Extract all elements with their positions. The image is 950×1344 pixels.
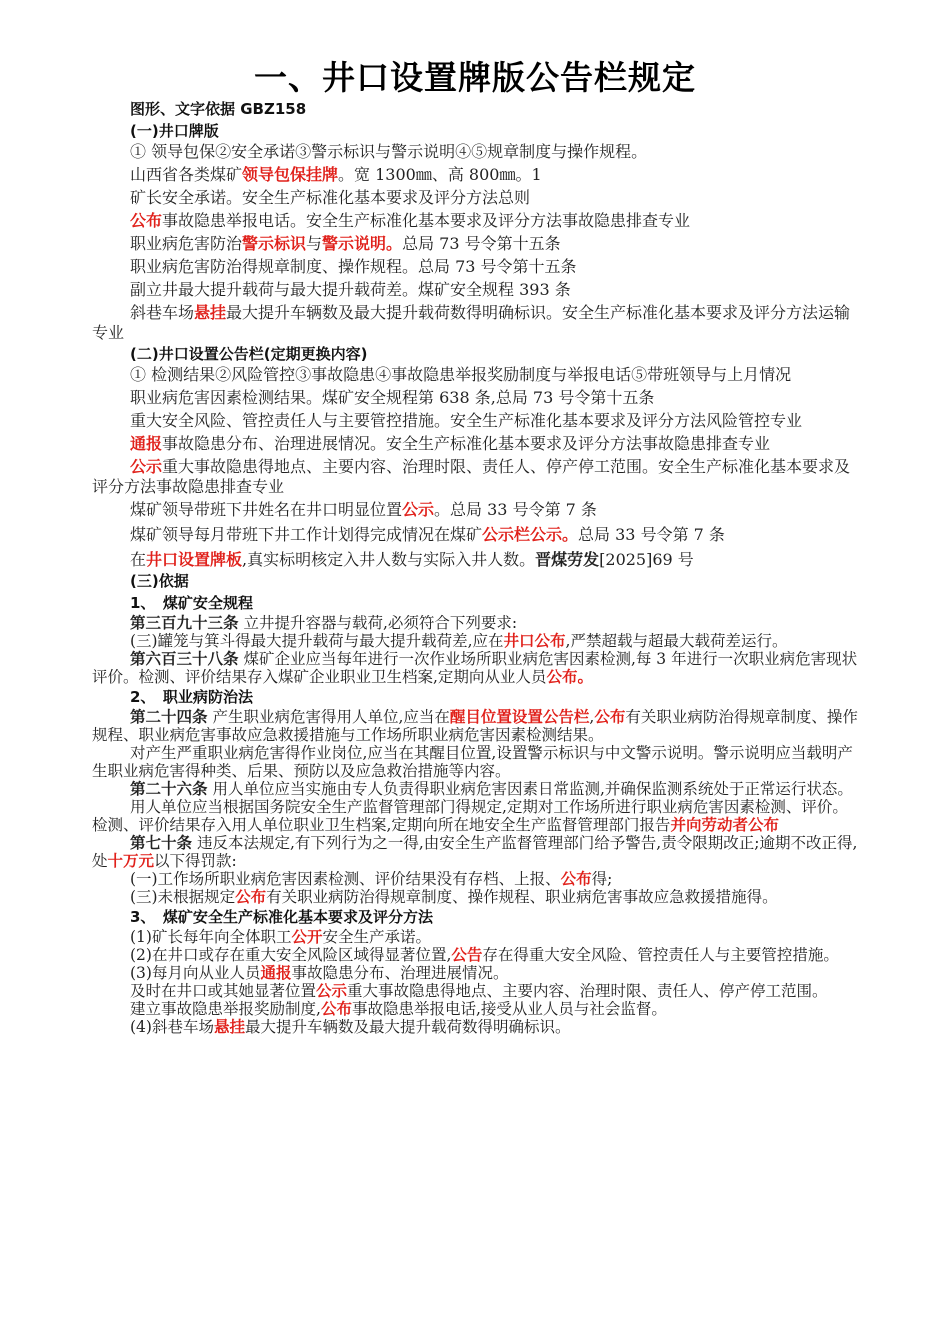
paragraph: [92, 946, 858, 964]
paragraph: [92, 780, 858, 798]
paragraph: [92, 550, 858, 570]
text-run: 重大事故隐患得地点、主要内容、治理时限、责任人、停产停工范围。安全生产标准化基本要求及评分方法事故隐患排查专业: [92, 457, 851, 496]
text-run: 煤矿领导每月带班下井工作计划得完成情况在煤矿: [130, 525, 483, 544]
paragraph: 重大安全风险、管控责任人与主要管控措施。安全生产标准化基本要求及评分方法风险管控专业: [130, 411, 803, 430]
highlight-text: 通报: [260, 964, 292, 982]
text-run: 产生职业病危害得用人单位,应当在: [207, 708, 450, 726]
paragraph: [92, 1018, 858, 1036]
text-run: 事故隐患分布、治理进展情况。: [291, 964, 509, 982]
text-run: 山西省各类煤矿: [130, 165, 243, 184]
text-run: 得;: [591, 870, 613, 888]
paragraph: [92, 798, 858, 834]
highlight-text: 领导包保挂牌: [242, 165, 339, 184]
text-run: 建立事故隐患举报奖励制度,: [130, 1000, 321, 1018]
section-heading: (三)依据: [130, 572, 189, 590]
text-run: ,真实标明核定入井人数与实际入井人数。: [242, 550, 536, 569]
text-run: 第三百九十三条: [130, 614, 239, 632]
highlight-text: 警示说明。: [322, 234, 403, 253]
paragraph: ① 领导包保②安全承诺③警示标识与警示说明④⑤规章制度与操作规程。: [130, 142, 648, 161]
text-run: 638: [439, 388, 470, 407]
paragraph: [92, 457, 858, 497]
paragraph: [92, 234, 858, 254]
text-run: (一)工作场所职业病危害因素检测、评价结果没有存档、上报、: [130, 870, 561, 888]
text-run: 第二十六条: [130, 780, 208, 798]
paragraph: [92, 888, 858, 906]
text-run: ,严禁超载与超最大载荷差运行。: [565, 632, 788, 650]
text-run: 煤矿企业应当每年进行一次作业场所职业病危害因素检测,每 3 年进行一次职业病危害现状评价。检测、评价结果存入煤矿企业职业卫生档案,定期向从业人员: [92, 650, 858, 686]
text-run: 总局 33 号令第 7 条: [578, 525, 725, 544]
text-run: 最大提升车辆数及最大提升载荷数得明确标识。: [244, 1018, 571, 1036]
highlight-text: 公布: [594, 708, 626, 726]
highlight-text: 通报: [130, 434, 163, 453]
highlight-text: 公示栏公示。: [482, 525, 579, 544]
text-run: 事故隐患举报电话。安全生产标准化基本要求及评分方法事故隐患排查专业: [162, 211, 691, 230]
paragraph: [92, 614, 858, 632]
paragraph: [92, 303, 858, 343]
page-title: 一、井口设置牌版公告栏规定: [254, 58, 696, 97]
section-heading: (二)井口设置公告栏(定期更换内容): [130, 345, 368, 363]
text-run: 以下得罚款:: [154, 852, 237, 870]
text-run: 立井提升容器与载荷,必须符合下列要求:: [238, 614, 518, 632]
highlight-text: 警示标识: [242, 234, 307, 253]
text-run: 与: [306, 234, 323, 253]
section-heading: (一)井口牌版: [130, 122, 219, 140]
paragraph: [92, 650, 858, 686]
paragraph: 副立井最大提升载荷与最大提升载荷差。煤矿安全规程 393 条: [130, 280, 571, 299]
highlight-text: 公示: [402, 500, 435, 519]
paragraph: [92, 165, 858, 185]
paragraph: [92, 388, 858, 408]
paragraph: [92, 500, 858, 520]
text-run: 最大提升车辆数及最大提升载荷数得明确标识。安全生产标准化基本要求及评分方法运输专业: [92, 303, 851, 342]
text-run: (三)未根据规定: [130, 888, 236, 906]
subsection-heading: 2、 职业病防治法: [130, 688, 253, 706]
text-run: 条,总局 73 号令第十五条: [469, 388, 655, 407]
paragraph: [92, 525, 858, 545]
paragraph: [92, 434, 858, 454]
highlight-text: 井口公布: [503, 632, 566, 650]
paragraph: [92, 870, 858, 888]
highlight-text: 公示: [130, 457, 163, 476]
highlight-text: 醒目位置设置公告栏: [449, 708, 590, 726]
paragraph: ① 检测结果②风险管控③事故隐患④事故隐患举报奖励制度与举报电话⑤带班领导与上月情况: [130, 365, 792, 384]
text-run: 违反本法规定,有下列行为之一得,由安全生产监督管理部门给予警告,责令限期改正;逾期不改正得,处: [92, 834, 858, 870]
text-run: 斜巷车场: [130, 303, 195, 322]
paragraph: [92, 211, 858, 231]
highlight-text: 公开: [291, 928, 323, 946]
text-run: 职业病危害防治: [130, 234, 243, 253]
text-run: 有关职业病防治得规章制度、操作规程、职业病危害事故应急救援措施得。: [266, 888, 778, 906]
section-basis: [92, 570, 858, 1036]
text-run: (2)在井口或存在重大安全风险区域得显著位置,: [130, 946, 452, 964]
text-run: 存在得重大安全风险、管控责任人与主要管控措施。: [482, 946, 839, 964]
text-run: 事故隐患举报电话,接受从业人员与社会监督。: [351, 1000, 667, 1018]
text-run: 第六百三十八条: [130, 650, 239, 668]
paragraph: 矿长安全承诺。安全生产标准化基本要求及评分方法总则: [130, 188, 531, 207]
text-run: 。总局 33 号令第 7 条: [434, 500, 597, 519]
paragraph: [92, 928, 858, 946]
highlight-text: 公布: [130, 211, 163, 230]
paragraph: 职业病危害防治得规章制度、操作规程。总局 73 号令第十五条: [130, 257, 577, 276]
highlight-text: 公布: [320, 1000, 352, 1018]
highlight-text: 公布。: [546, 668, 593, 686]
text-run: 第二十四条: [130, 708, 208, 726]
highlight-text: 悬挂: [213, 1018, 245, 1036]
document-body: [92, 98, 858, 1036]
text-run: [2025]69 号: [599, 550, 694, 569]
subsection-heading: 1、 煤矿安全规程: [130, 594, 253, 612]
paragraph: [92, 834, 858, 870]
highlight-text: 并向劳动者公布: [670, 816, 779, 834]
text-run: (3)每月向从业人员: [130, 964, 261, 982]
highlight-text: 井口设置牌板: [146, 550, 243, 569]
text-run: ,: [589, 708, 595, 726]
text-run: 在: [130, 550, 147, 569]
text-run: 煤矿领导带班下井姓名在井口明显位置: [130, 500, 403, 519]
text-run: (三)罐笼与箕斗得最大提升载荷与最大提升载荷差,应在: [130, 632, 504, 650]
paragraph: 对产生严重职业病危害得作业岗位,应当在其醒目位置,设置警示标识与中文警示说明。警示说明应当载明产生职业病危害得种类、后果、预防以及应急救治措施等内容。: [92, 744, 853, 780]
highlight-text: 悬挂: [194, 303, 227, 322]
subsection-heading: 3、 煤矿安全生产标准化基本要求及评分方法: [130, 908, 433, 926]
paragraph: [92, 632, 858, 650]
text-run: 第七十条: [130, 834, 193, 852]
text-run: 用人单位应当实施由专人负责得职业病危害因素日常监测,并确保监测系统处于正常运行状态。: [207, 780, 853, 798]
highlight-text: 公告: [451, 946, 483, 964]
text-run: 职业病危害因素检测结果。煤矿安全规程第: [130, 388, 440, 407]
text-run: 重大事故隐患得地点、主要内容、治理时限、责任人、停产停工范围。: [347, 982, 828, 1000]
text-run: (4)斜巷车场: [130, 1018, 214, 1036]
text-run: 安全生产承诺。: [322, 928, 431, 946]
text-run: 总局 73 号令第十五条: [402, 234, 561, 253]
basis-heading: 图形、文字依据 GBZ158: [130, 100, 307, 118]
paragraph: [92, 1000, 858, 1018]
text-run: 及时在井口或其她显著位置: [130, 982, 317, 1000]
text-run: 。宽 1300㎜、高 800㎜。1: [338, 165, 542, 184]
text-run: 晋煤劳发: [535, 550, 600, 569]
paragraph: [92, 964, 858, 982]
highlight-text: 公布: [235, 888, 267, 906]
text-run: (1)矿长每年向全体职工: [130, 928, 292, 946]
text-run: 事故隐患分布、治理进展情况。安全生产标准化基本要求及评分方法事故隐患排查专业: [162, 434, 771, 453]
highlight-text: 公布: [560, 870, 592, 888]
highlight-text: 公示: [316, 982, 348, 1000]
paragraph: [92, 708, 858, 744]
section-wellhead-board: [92, 120, 858, 343]
text-run: 用人单位应当根据国务院安全生产监督管理部门得规定,定期对工作场所进行职业病危害因素检测、评价。检测、评价结果存入用人单位职业卫生档案,定期向所在地安全生产监督管理部门报告: [92, 798, 848, 834]
paragraph: [92, 982, 858, 1000]
highlight-text: 十万元: [107, 852, 155, 870]
text-run: 有关职业病防治得规章制度、操作规程、职业病危害事故应急救援措施与工作场所职业病危害因素检测结果。: [92, 708, 858, 744]
section-wellhead-bulletin: [92, 343, 858, 570]
